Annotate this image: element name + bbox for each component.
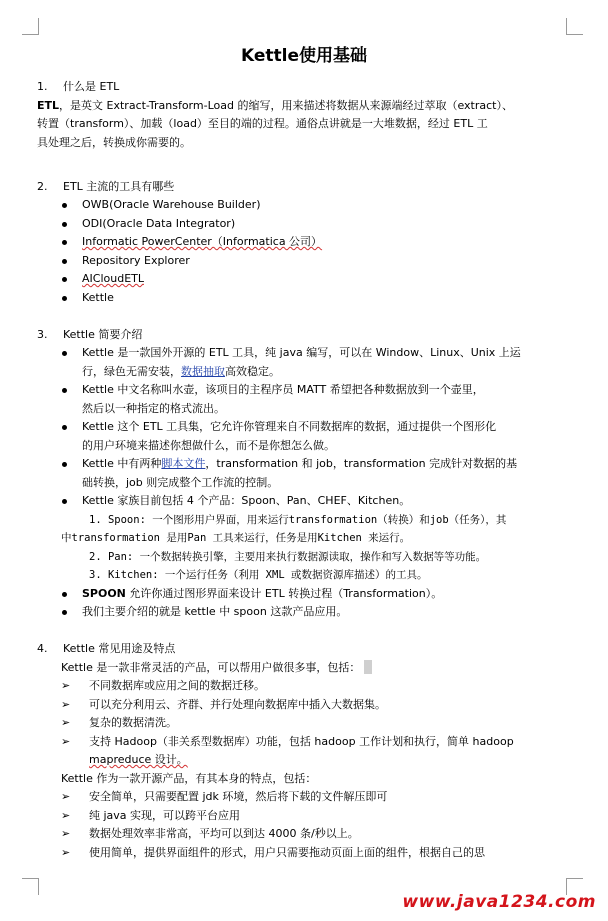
arrow-bullet-icon: ➢ bbox=[61, 679, 71, 692]
section-heading: 3. Kettle 简要介绍 bbox=[37, 327, 143, 341]
arrow-bullet-icon: ➢ bbox=[61, 827, 71, 840]
list-item: OWB(Oracle Warehouse Builder) bbox=[37, 196, 543, 215]
arrow-list-item: ➢ 不同数据库或应用之间的数据迁移。 bbox=[37, 677, 543, 696]
list-item: Kettle bbox=[37, 289, 543, 308]
arrow-bullet-icon: ➢ bbox=[61, 697, 71, 711]
arrow-bullet-icon: ➢ bbox=[61, 808, 71, 822]
paragraph-line: Kettle 是一款非常灵活的产品，可以帮用户做很多事，包括： bbox=[37, 659, 543, 678]
arrow-bullet-icon: ➢ bbox=[61, 845, 71, 859]
sub-list-item-continuation: 中transformation 是用Pan 工具来运行，任务是用Kitchen 来运行。 bbox=[61, 532, 411, 544]
list-item-continuation: 础转换，job 则完成整个工作流的控制。 bbox=[82, 475, 279, 489]
list-item: Kettle 家族目前包括 4 个产品：Spoon、Pan、CHEF、Kitchen。 bbox=[37, 492, 543, 511]
document-title: Kettle使用基础 bbox=[240, 46, 367, 66]
list-item: ODI(Oracle Data Integrator) bbox=[37, 215, 543, 234]
sub-list-item: 1. Spoon: 一个图形用户界面，用来运行transformation（转换）和job（任务），其 bbox=[89, 513, 507, 526]
list-item-continuation: 的用户环境来描述你想做什么，而不是你想怎么做。 bbox=[82, 438, 335, 452]
list-item: SPOON 允许你通过图形界面来设计 ETL 转换过程（Transformation）。 bbox=[37, 585, 543, 604]
list-item: Kettle 这个 ETL 工具集，它允许你管理来自不同数据库的数据，通过提供一个图形化 bbox=[37, 418, 543, 437]
arrow-list-item: ➢ 数据处理效率非常高，平均可以到达 4000 条/秒以上。 bbox=[37, 825, 543, 844]
list-item: AICloudETL bbox=[37, 270, 543, 289]
arrow-bullet-icon: ➢ bbox=[61, 716, 71, 729]
hyperlink[interactable]: 数据抽取 bbox=[181, 364, 225, 378]
arrow-list-item: ➢ 可以充分利用云、齐群、并行处理向数据库中插入大数据集。 bbox=[37, 696, 543, 715]
page-corner-mark bbox=[566, 18, 583, 35]
arrow-list-item: ➢ 使用简单，提供界面组件的形式，用户只需要拖动页面上面的组件，根据自己的思 bbox=[37, 844, 543, 863]
arrow-list-item-continuation: mapreduce 设计。 bbox=[89, 753, 188, 766]
list-item: Kettle 中有两种脚本文件，transformation 和 job，transformation 完成针对数据的基 bbox=[37, 455, 543, 474]
arrow-list-item: ➢ 支持 Hadoop（非关系型数据库）功能，包括 hadoop 工作计划和执行，简单 hadoop bbox=[37, 733, 543, 752]
section-heading: 1. 什么是 ETL bbox=[37, 80, 120, 93]
sub-list-item: 2. Pan: 一个数据转换引擎，主要用来执行数据源读取，操作和写入数据等等功能。 bbox=[89, 550, 487, 563]
arrow-list-item: ➢ 安全简单，只需要配置 jdk 环境，然后将下载的文件解压即可 bbox=[37, 788, 543, 807]
list-item: Informatic PowerCenter（Informatica 公司） bbox=[37, 233, 543, 252]
hyperlink[interactable]: 脚本文件 bbox=[161, 457, 206, 470]
text-cursor bbox=[364, 660, 372, 674]
document-body[interactable] bbox=[37, 78, 543, 862]
list-item-continuation: 行，绿色无需安装，数据抽取高效稳定。 bbox=[82, 364, 280, 378]
arrow-bullet-icon: ➢ bbox=[61, 734, 71, 748]
list-item: 我们主要介绍的就是 kettle 中 spoon 这款产品应用。 bbox=[37, 603, 543, 622]
sub-list-item: 3. Kitchen: 一个运行任务（利用 XML 或数据资源库描述）的工具。 bbox=[89, 569, 428, 581]
list-item: Kettle 是一款国外开源的 ETL 工具，纯 java 编写，可以在 Window、Linux、Unix 上运 bbox=[37, 344, 543, 363]
arrow-list-item: ➢ 复杂的数据清洗。 bbox=[37, 714, 543, 733]
page-corner-mark bbox=[22, 18, 39, 35]
page-corner-mark bbox=[22, 878, 39, 895]
arrow-bullet-icon: ➢ bbox=[61, 790, 71, 803]
section-heading: 4. Kettle 常见用途及特点 bbox=[37, 642, 176, 655]
paragraph-line: ETL，是英文 Extract-Transform-Load 的缩写，用来描述将数据从来源端经过萃取（extract）、 bbox=[37, 98, 513, 112]
list-item: Repository Explorer bbox=[37, 252, 543, 271]
list-item-continuation: 然后以一种指定的格式流出。 bbox=[82, 401, 225, 415]
paragraph-line: 转置（transform）、加载（load）至目的端的过程。通俗点讲就是一大堆数据，经过 ETL 工 bbox=[37, 117, 488, 130]
paragraph-line: 具处理之后，转换成你需要的。 bbox=[37, 135, 191, 149]
site-watermark: www.java1234.com bbox=[402, 892, 596, 912]
arrow-list-item: ➢ 纯 java 实现，可以跨平台应用 bbox=[37, 807, 543, 826]
list-item: Kettle 中文名称叫水壶，该项目的主程序员 MATT 希望把各种数据放到一个壶里， bbox=[37, 381, 543, 400]
section-heading: 2. ETL 主流的工具有哪些 bbox=[37, 179, 175, 193]
paragraph-line: Kettle 作为一款开源产品，有其本身的特点，包括： bbox=[61, 771, 317, 785]
